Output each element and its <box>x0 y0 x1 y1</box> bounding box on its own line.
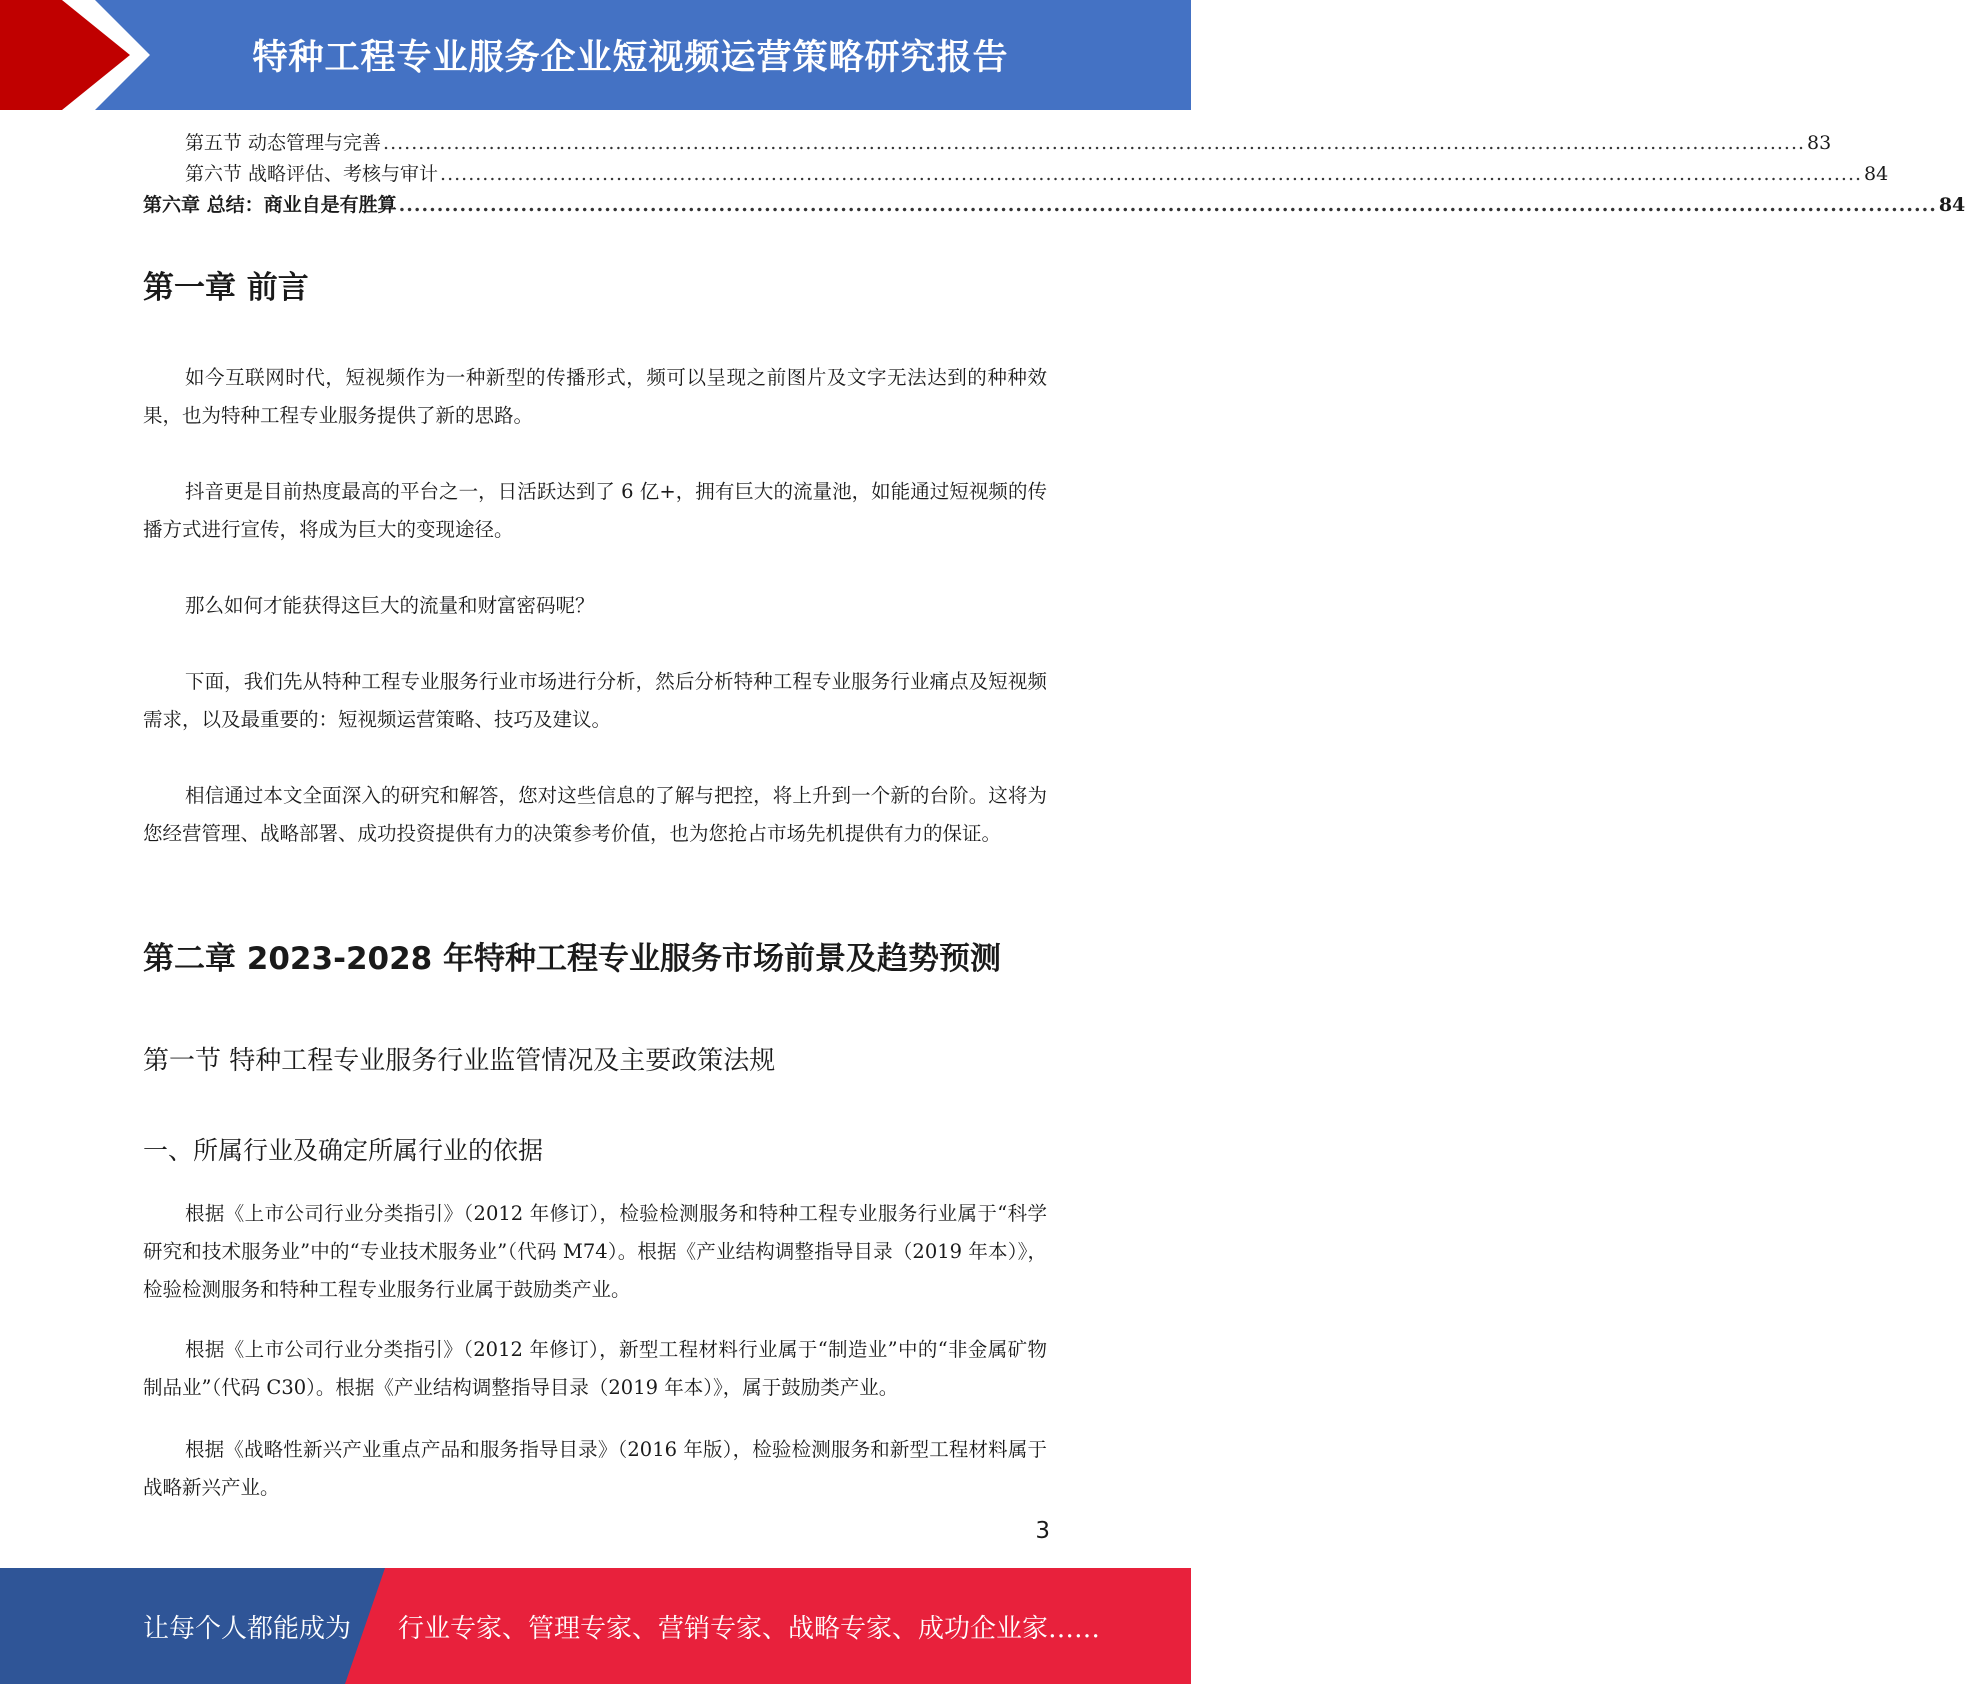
report-title: 特种工程专业服务企业短视频运营策略研究报告 <box>252 38 1009 78</box>
toc-item[interactable] <box>143 128 1832 159</box>
paragraph: 如今互联网时代，短视频作为一种新型的传播形式，频可以呈现之前图片及文字无法达到的种种效果，也为特种工程专业服务提供了新的思路。 <box>143 366 1047 427</box>
toc-item-page: 83 <box>1807 132 1832 154</box>
page-number: 3 <box>1035 1518 1050 1544</box>
chapter-2-title: 第二章 2023-2028 年特种工程专业服务市场前景及趋势预测 <box>143 941 1002 977</box>
toc-item[interactable] <box>143 190 1965 221</box>
toc-item-label: 第六节 战略评估、考核与审计 <box>185 163 439 185</box>
toc-leader-dots: .......................................................................................................................................................................................................... <box>398 194 1937 216</box>
footer-slogan-right: 行业专家、管理专家、营销专家、战略专家、成功企业家…… <box>398 1613 1101 1644</box>
paragraph: 根据《上市公司行业分类指引》（2012 年修订），新型工程材料行业属于“制造业”中的“非金属矿物制品业”（代码 C30）。根据《产业结构调整指导目录（2019 年本）》，属于鼓励类产业。 <box>143 1338 1047 1399</box>
page-header <box>0 0 1191 110</box>
toc-leader-dots: .......................................................................................................................................................................................................... <box>440 163 1863 185</box>
table-of-contents <box>143 128 1965 221</box>
toc-leader-dots: .......................................................................................................................................................................................................... <box>383 132 1806 154</box>
toc-item-page: 84 <box>1938 194 1965 216</box>
footer-slogan-left: 让每个人都能成为 <box>143 1613 352 1644</box>
toc-item-label: 第五节 动态管理与完善 <box>185 132 382 154</box>
toc-item-page: 84 <box>1864 163 1889 185</box>
paragraph: 抖音更是目前热度最高的平台之一，日活跃达到了 6 亿+，拥有巨大的流量池，如能通过短视频的传播方式进行宣传，将成为巨大的变现途径。 <box>143 480 1047 541</box>
chapter-1-title: 第一章 前言 <box>143 270 309 306</box>
section-title: 第一节 特种工程专业服务行业监管情况及主要政策法规 <box>143 1046 776 1076</box>
toc-item-label: 第六章 总结：商业自是有胜算 <box>143 194 397 216</box>
paragraph: 相信通过本文全面深入的研究和解答，您对这些信息的了解与把控，将上升到一个新的台阶。这将为您经营管理、战略部署、成功投资提供有力的决策参考价值，也为您抢占市场先机提供有力的保证。 <box>143 784 1047 845</box>
paragraph: 下面，我们先从特种工程专业服务行业市场进行分析，然后分析特种工程专业服务行业痛点及短视频需求，以及最重要的：短视频运营策略、技巧及建议。 <box>143 670 1047 731</box>
subsection-title: 一、所属行业及确定所属行业的依据 <box>143 1136 544 1165</box>
toc-item[interactable] <box>143 159 1889 190</box>
paragraph: 那么如何才能获得这巨大的流量和财富密码呢？ <box>185 594 595 617</box>
paragraph: 根据《上市公司行业分类指引》（2012 年修订），检验检测服务和特种工程专业服务行业属于“科学研究和技术服务业”中的“专业技术服务业”（代码 M74）。根据《产业结构调整指导目录（2019 年本）》，检验检测服务和特种工程专业服务行业属于鼓励类产业。 <box>143 1202 1047 1301</box>
page-footer <box>0 1568 1191 1684</box>
paragraph: 根据《战略性新兴产业重点产品和服务指导目录》（2016 年版），检验检测服务和新型工程材料属于战略新兴产业。 <box>143 1438 1047 1499</box>
